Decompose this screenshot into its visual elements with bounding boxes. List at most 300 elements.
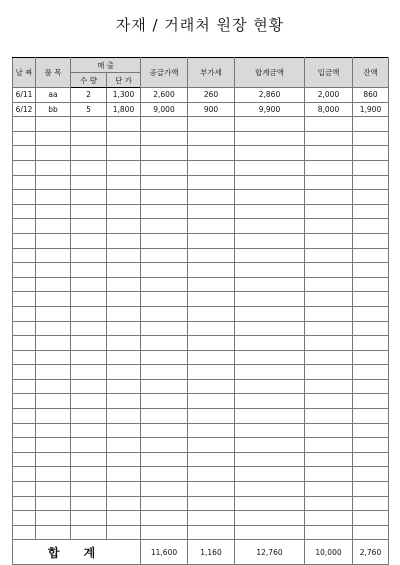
- empty-table-row: [13, 394, 389, 409]
- empty-cell: [305, 248, 353, 263]
- empty-cell: [107, 423, 141, 438]
- empty-cell: [235, 321, 305, 336]
- empty-cell: [235, 263, 305, 278]
- empty-table-row: [13, 277, 389, 292]
- table-row: [13, 88, 389, 103]
- empty-cell: [107, 175, 141, 190]
- empty-cell: [107, 409, 141, 424]
- empty-table-row: [13, 190, 389, 205]
- empty-cell: [107, 131, 141, 146]
- empty-cell: [71, 482, 107, 497]
- empty-cell: [188, 175, 235, 190]
- empty-cell: [107, 233, 141, 248]
- empty-cell: [71, 204, 107, 219]
- empty-cell: [13, 292, 36, 307]
- empty-cell: [13, 204, 36, 219]
- empty-table-row: [13, 423, 389, 438]
- empty-cell: [235, 525, 305, 540]
- empty-cell: [141, 321, 188, 336]
- empty-cell: [13, 277, 36, 292]
- header-supply-amount: 공급가액: [141, 58, 188, 88]
- empty-cell: [235, 190, 305, 205]
- empty-cell: [188, 219, 235, 234]
- empty-cell: [36, 394, 71, 409]
- empty-cell: [141, 233, 188, 248]
- empty-cell: [36, 423, 71, 438]
- empty-cell: [36, 248, 71, 263]
- empty-cell: [353, 496, 389, 511]
- empty-cell: [71, 423, 107, 438]
- empty-cell: [107, 146, 141, 161]
- empty-cell: [305, 146, 353, 161]
- empty-cell: [188, 117, 235, 132]
- empty-cell: [235, 292, 305, 307]
- empty-cell: [188, 292, 235, 307]
- empty-cell: [305, 160, 353, 175]
- empty-table-row: [13, 248, 389, 263]
- empty-cell: [188, 365, 235, 380]
- empty-table-row: [13, 321, 389, 336]
- empty-cell: [36, 438, 71, 453]
- header-item: 품 목: [36, 58, 71, 88]
- empty-cell: [71, 233, 107, 248]
- header-unit-price: 단 가: [107, 73, 141, 88]
- empty-cell: [141, 379, 188, 394]
- empty-cell: [353, 423, 389, 438]
- total-vat: 1,160: [188, 540, 235, 565]
- empty-cell: [36, 365, 71, 380]
- empty-cell: [141, 438, 188, 453]
- empty-cell: [188, 482, 235, 497]
- empty-table-row: [13, 365, 389, 380]
- empty-cell: [141, 511, 188, 526]
- empty-cell: [188, 263, 235, 278]
- empty-table-row: [13, 292, 389, 307]
- total-total-amount: 12,760: [235, 540, 305, 565]
- empty-table-row: [13, 467, 389, 482]
- empty-cell: [305, 277, 353, 292]
- empty-cell: [107, 511, 141, 526]
- empty-cell: [36, 190, 71, 205]
- empty-cell: [36, 525, 71, 540]
- empty-cell: [13, 175, 36, 190]
- empty-cell: [71, 452, 107, 467]
- empty-cell: [353, 175, 389, 190]
- empty-cell: [71, 131, 107, 146]
- empty-cell: [188, 277, 235, 292]
- empty-cell: [36, 467, 71, 482]
- empty-cell: [141, 409, 188, 424]
- empty-cell: [36, 350, 71, 365]
- cell-paid-amount: 2,000: [305, 88, 353, 103]
- empty-table-row: [13, 233, 389, 248]
- empty-cell: [235, 409, 305, 424]
- empty-cell: [71, 292, 107, 307]
- empty-cell: [36, 263, 71, 278]
- empty-cell: [188, 146, 235, 161]
- cell-date: 6/12: [13, 102, 36, 117]
- total-row: [13, 540, 389, 565]
- cell-unit-price: 1,800: [107, 102, 141, 117]
- empty-cell: [13, 511, 36, 526]
- empty-cell: [13, 350, 36, 365]
- empty-cell: [141, 350, 188, 365]
- empty-cell: [71, 306, 107, 321]
- empty-cell: [141, 423, 188, 438]
- empty-cell: [188, 190, 235, 205]
- empty-cell: [71, 467, 107, 482]
- cell-qty: 5: [71, 102, 107, 117]
- empty-cell: [305, 219, 353, 234]
- empty-cell: [107, 160, 141, 175]
- document-title: 자재 / 거래처 원장 현황: [115, 16, 285, 34]
- empty-cell: [107, 394, 141, 409]
- empty-cell: [235, 452, 305, 467]
- empty-cell: [353, 467, 389, 482]
- empty-cell: [305, 292, 353, 307]
- empty-cell: [305, 350, 353, 365]
- empty-cell: [305, 117, 353, 132]
- empty-cell: [353, 365, 389, 380]
- empty-cell: [235, 365, 305, 380]
- empty-cell: [353, 277, 389, 292]
- empty-table-row: [13, 438, 389, 453]
- empty-table-row: [13, 219, 389, 234]
- empty-cell: [36, 452, 71, 467]
- empty-cell: [141, 292, 188, 307]
- cell-total-amount: 2,860: [235, 88, 305, 103]
- empty-table-row: [13, 482, 389, 497]
- empty-cell: [188, 496, 235, 511]
- header-vat: 부가세: [188, 58, 235, 88]
- cell-paid-amount: 8,000: [305, 102, 353, 117]
- empty-table-row: [13, 263, 389, 278]
- empty-cell: [141, 131, 188, 146]
- empty-cell: [107, 117, 141, 132]
- empty-cell: [235, 204, 305, 219]
- empty-cell: [36, 233, 71, 248]
- empty-cell: [305, 336, 353, 351]
- empty-table-row: [13, 452, 389, 467]
- empty-cell: [71, 350, 107, 365]
- cell-unit-price: 1,300: [107, 88, 141, 103]
- empty-cell: [188, 336, 235, 351]
- empty-cell: [305, 525, 353, 540]
- table-row: [13, 102, 389, 117]
- empty-cell: [141, 204, 188, 219]
- header-sales: 매 출: [71, 58, 141, 73]
- empty-cell: [305, 306, 353, 321]
- empty-cell: [353, 263, 389, 278]
- cell-balance: 1,900: [353, 102, 389, 117]
- empty-cell: [13, 263, 36, 278]
- empty-cell: [141, 306, 188, 321]
- empty-cell: [141, 467, 188, 482]
- empty-cell: [36, 146, 71, 161]
- empty-cell: [305, 131, 353, 146]
- empty-cell: [107, 321, 141, 336]
- empty-cell: [141, 219, 188, 234]
- empty-cell: [305, 467, 353, 482]
- header-qty: 수 량: [71, 73, 107, 88]
- cell-item: bb: [36, 102, 71, 117]
- empty-cell: [107, 263, 141, 278]
- empty-cell: [353, 438, 389, 453]
- empty-cell: [305, 423, 353, 438]
- empty-cell: [235, 511, 305, 526]
- empty-table-row: [13, 511, 389, 526]
- empty-cell: [71, 496, 107, 511]
- empty-cell: [353, 336, 389, 351]
- empty-cell: [141, 175, 188, 190]
- empty-cell: [107, 204, 141, 219]
- empty-cell: [13, 438, 36, 453]
- empty-cell: [71, 409, 107, 424]
- empty-cell: [305, 379, 353, 394]
- empty-cell: [353, 131, 389, 146]
- empty-cell: [141, 248, 188, 263]
- empty-cell: [353, 160, 389, 175]
- empty-cell: [36, 175, 71, 190]
- empty-cell: [235, 336, 305, 351]
- empty-cell: [107, 452, 141, 467]
- empty-cell: [107, 292, 141, 307]
- empty-cell: [36, 219, 71, 234]
- empty-cell: [353, 379, 389, 394]
- empty-cell: [188, 131, 235, 146]
- cell-item: aa: [36, 88, 71, 103]
- empty-cell: [235, 117, 305, 132]
- empty-cell: [305, 190, 353, 205]
- empty-cell: [141, 117, 188, 132]
- empty-cell: [305, 452, 353, 467]
- empty-cell: [107, 350, 141, 365]
- empty-cell: [235, 496, 305, 511]
- empty-cell: [235, 379, 305, 394]
- empty-cell: [71, 219, 107, 234]
- empty-cell: [13, 452, 36, 467]
- empty-cell: [71, 321, 107, 336]
- empty-cell: [107, 190, 141, 205]
- empty-cell: [305, 365, 353, 380]
- empty-cell: [305, 511, 353, 526]
- cell-qty: 2: [71, 88, 107, 103]
- empty-cell: [107, 496, 141, 511]
- empty-cell: [13, 394, 36, 409]
- empty-cell: [305, 496, 353, 511]
- empty-cell: [235, 219, 305, 234]
- empty-cell: [71, 365, 107, 380]
- empty-cell: [305, 321, 353, 336]
- empty-cell: [141, 365, 188, 380]
- empty-cell: [36, 306, 71, 321]
- empty-cell: [305, 233, 353, 248]
- empty-cell: [353, 190, 389, 205]
- empty-cell: [13, 336, 36, 351]
- empty-cell: [305, 438, 353, 453]
- empty-cell: [305, 204, 353, 219]
- empty-cell: [353, 146, 389, 161]
- empty-cell: [235, 160, 305, 175]
- empty-cell: [71, 336, 107, 351]
- empty-cell: [141, 146, 188, 161]
- empty-table-row: [13, 204, 389, 219]
- empty-cell: [36, 336, 71, 351]
- empty-cell: [353, 525, 389, 540]
- empty-cell: [13, 233, 36, 248]
- empty-cell: [36, 204, 71, 219]
- empty-cell: [235, 467, 305, 482]
- empty-table-row: [13, 409, 389, 424]
- empty-cell: [141, 336, 188, 351]
- empty-cell: [353, 321, 389, 336]
- empty-table-row: [13, 350, 389, 365]
- empty-cell: [235, 482, 305, 497]
- empty-cell: [13, 219, 36, 234]
- empty-cell: [141, 394, 188, 409]
- empty-cell: [71, 117, 107, 132]
- cell-supply-amount: 9,000: [141, 102, 188, 117]
- header-paid-amount: 입금액: [305, 58, 353, 88]
- empty-cell: [71, 525, 107, 540]
- empty-cell: [353, 409, 389, 424]
- empty-cell: [71, 160, 107, 175]
- empty-cell: [353, 233, 389, 248]
- empty-cell: [13, 423, 36, 438]
- empty-cell: [36, 379, 71, 394]
- empty-cell: [353, 452, 389, 467]
- empty-cell: [36, 321, 71, 336]
- empty-table-row: [13, 379, 389, 394]
- cell-balance: 860: [353, 88, 389, 103]
- empty-cell: [107, 379, 141, 394]
- ledger-body: [13, 88, 389, 540]
- empty-cell: [188, 409, 235, 424]
- empty-cell: [235, 277, 305, 292]
- empty-cell: [235, 438, 305, 453]
- ledger-table: [12, 57, 389, 565]
- header-balance: 잔액: [353, 58, 389, 88]
- empty-table-row: [13, 146, 389, 161]
- empty-cell: [235, 233, 305, 248]
- empty-table-row: [13, 175, 389, 190]
- empty-cell: [13, 365, 36, 380]
- empty-cell: [71, 379, 107, 394]
- empty-cell: [188, 467, 235, 482]
- empty-cell: [235, 248, 305, 263]
- empty-cell: [305, 394, 353, 409]
- empty-cell: [13, 496, 36, 511]
- empty-cell: [71, 394, 107, 409]
- empty-cell: [71, 511, 107, 526]
- empty-cell: [305, 482, 353, 497]
- empty-cell: [188, 379, 235, 394]
- empty-cell: [141, 496, 188, 511]
- empty-cell: [36, 277, 71, 292]
- empty-cell: [353, 306, 389, 321]
- empty-cell: [235, 131, 305, 146]
- empty-cell: [188, 438, 235, 453]
- empty-cell: [141, 277, 188, 292]
- empty-table-row: [13, 306, 389, 321]
- empty-cell: [353, 117, 389, 132]
- empty-cell: [141, 482, 188, 497]
- empty-cell: [188, 321, 235, 336]
- empty-cell: [13, 146, 36, 161]
- empty-cell: [13, 306, 36, 321]
- empty-cell: [141, 160, 188, 175]
- empty-cell: [188, 511, 235, 526]
- empty-cell: [107, 482, 141, 497]
- total-paid-amount: 10,000: [305, 540, 353, 565]
- empty-cell: [353, 394, 389, 409]
- empty-cell: [13, 117, 36, 132]
- empty-table-row: [13, 160, 389, 175]
- empty-cell: [107, 336, 141, 351]
- empty-cell: [305, 409, 353, 424]
- empty-cell: [71, 190, 107, 205]
- empty-table-row: [13, 117, 389, 132]
- empty-cell: [36, 496, 71, 511]
- empty-cell: [353, 482, 389, 497]
- total-label: 합 계: [13, 540, 141, 565]
- cell-date: 6/11: [13, 88, 36, 103]
- empty-cell: [188, 306, 235, 321]
- empty-cell: [71, 277, 107, 292]
- empty-cell: [71, 175, 107, 190]
- empty-cell: [235, 350, 305, 365]
- empty-cell: [71, 248, 107, 263]
- empty-table-row: [13, 496, 389, 511]
- empty-table-row: [13, 336, 389, 351]
- empty-cell: [188, 394, 235, 409]
- cell-supply-amount: 2,600: [141, 88, 188, 103]
- empty-cell: [353, 292, 389, 307]
- empty-cell: [13, 248, 36, 263]
- empty-cell: [305, 263, 353, 278]
- empty-cell: [13, 525, 36, 540]
- empty-cell: [71, 146, 107, 161]
- empty-cell: [188, 233, 235, 248]
- empty-cell: [107, 438, 141, 453]
- empty-cell: [353, 248, 389, 263]
- total-balance: 2,760: [353, 540, 389, 565]
- empty-cell: [36, 409, 71, 424]
- empty-cell: [107, 277, 141, 292]
- empty-cell: [235, 306, 305, 321]
- cell-vat: 260: [188, 88, 235, 103]
- empty-cell: [188, 160, 235, 175]
- empty-cell: [13, 379, 36, 394]
- empty-cell: [71, 438, 107, 453]
- empty-cell: [188, 423, 235, 438]
- empty-cell: [188, 204, 235, 219]
- empty-cell: [107, 525, 141, 540]
- empty-cell: [353, 350, 389, 365]
- empty-cell: [13, 160, 36, 175]
- empty-cell: [188, 248, 235, 263]
- header-total-amount: 합계금액: [235, 58, 305, 88]
- empty-cell: [36, 482, 71, 497]
- empty-cell: [13, 409, 36, 424]
- empty-cell: [188, 452, 235, 467]
- cell-total-amount: 9,900: [235, 102, 305, 117]
- empty-cell: [13, 482, 36, 497]
- empty-cell: [235, 175, 305, 190]
- empty-cell: [141, 263, 188, 278]
- empty-cell: [107, 467, 141, 482]
- empty-cell: [235, 394, 305, 409]
